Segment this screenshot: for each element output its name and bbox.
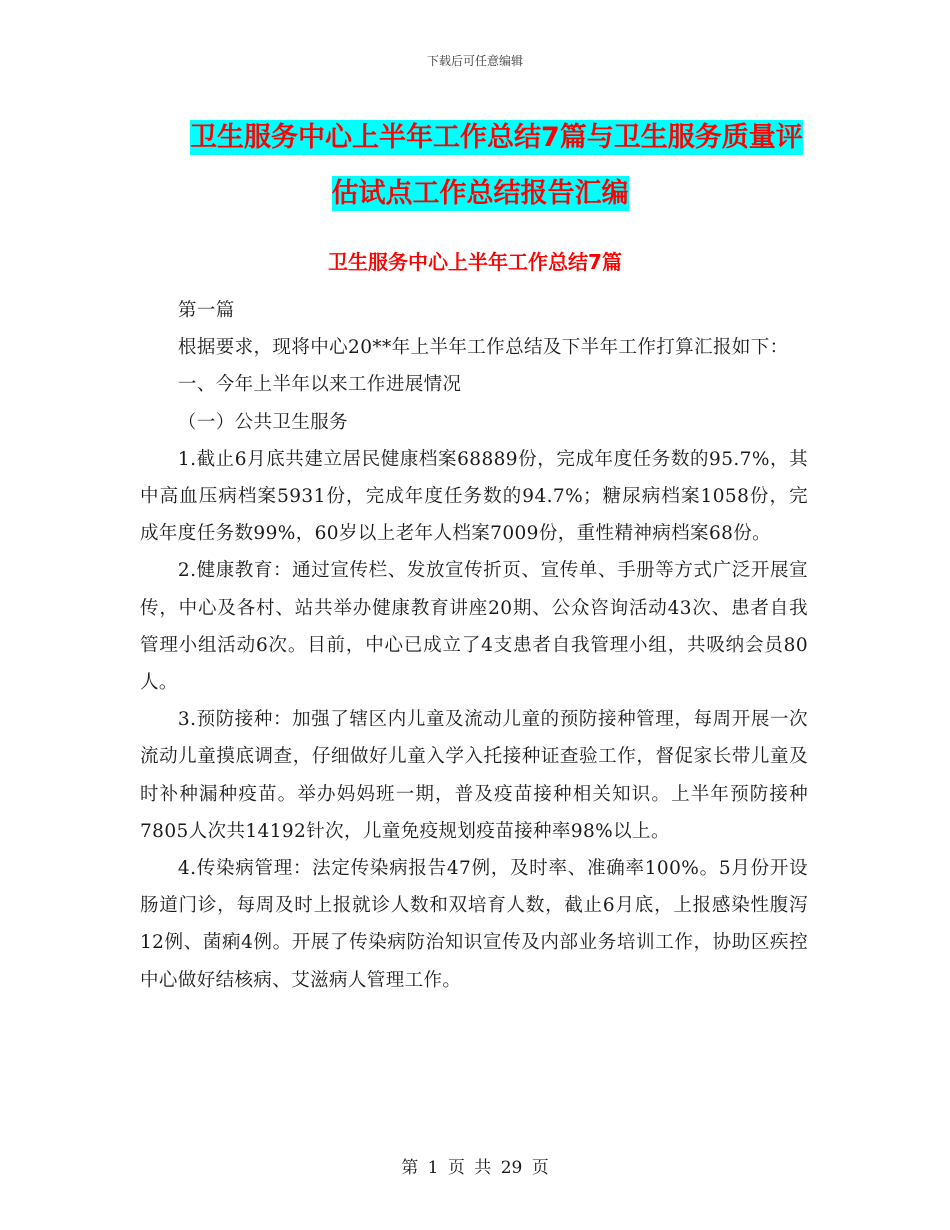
section-title: 卫生服务中心上半年工作总结7篇 [328, 250, 622, 274]
paragraph-intro: 根据要求，现将中心20**年上半年工作总结及下半年工作打算汇报如下： [177, 337, 789, 359]
document-title [140, 110, 820, 222]
title-line-1: 卫生服务中心上半年工作总结7篇与卫生服务质量评 [190, 122, 803, 153]
paragraph-item-health-education: 2.健康教育：通过宣传栏、发放宣传折页、宣传单、手册等方式广泛开展宣传，中心及各村、站共举办健康教育讲座20期、公众咨询活动43次、患者自我管理小组活动6次。目前，中心已成立了4支患者自我管理小组，共吸纳会员80人。 [140, 560, 808, 694]
paragraph-item-infectious-disease: 4.传染病管理：法定传染病报告47例，及时率、准确率100%。5月份开设肠道门诊，每周及时上报就诊人数和双培育人数，截止6月底，上报感染性腹泻12例、菌痢4例。开展了传染病防治知识宣传及内部业务培训工作，协助区疾控中心做好结核病、艾滋病人管理工作。 [140, 858, 808, 991]
title-line-2: 估试点工作总结报告汇编 [331, 178, 629, 209]
page-number-footer: 第 1 页 共 29 页 [401, 1158, 549, 1178]
paragraph-item-vaccination: 3.预防接种：加强了辖区内儿童及流动儿童的预防接种管理，每周开展一次流动儿童摸底调查，仔细做好儿童入学入托接种证查验工作，督促家长带儿童及时补种漏种疫苗。举办妈妈班一期，普及疫苗接种相关知识。上半年预防接种7805人次共14192针次，儿童免疫规划疫苗接种率98%以上。 [140, 709, 808, 842]
page-header-note: 下载后可任意编辑 [426, 54, 523, 68]
document-body [140, 292, 808, 999]
paragraph-chapter-label: 第一篇 [177, 300, 235, 321]
paragraph-item-health-records: 1.截止6月底共建立居民健康档案68889份，完成年度任务数的95.7%，其中高血压病档案5931份，完成年度任务数的94.7%；糖尿病档案1058份，完成年度任务数99%，60岁以上老年人档案7009份，重性精神病档案68份。 [140, 448, 808, 545]
paragraph-heading-progress: 一、今年上半年以来工作进展情况 [177, 374, 462, 396]
paragraph-subheading-public-health: （一）公共卫生服务 [177, 411, 349, 433]
